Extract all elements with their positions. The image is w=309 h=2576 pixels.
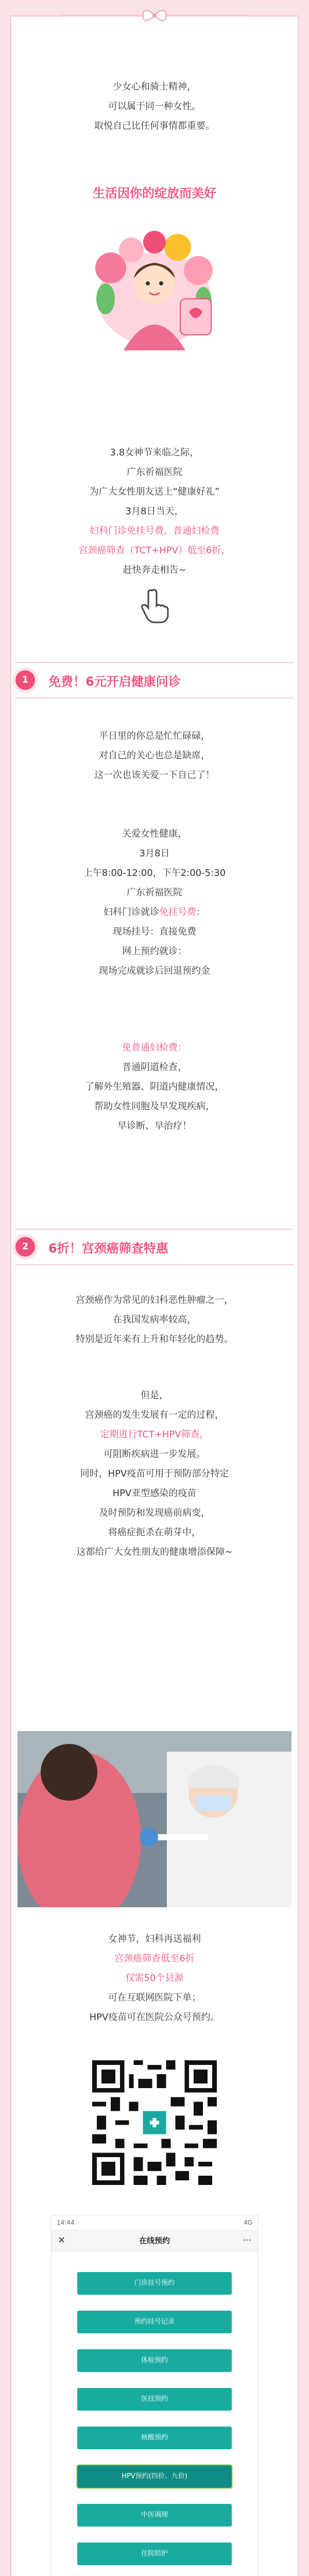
- text-line: 帮助女性同胞及早发现疾病，: [94, 1101, 215, 1112]
- announce-line: 广东祈福医院: [127, 467, 182, 478]
- checkup-button[interactable]: 体检预约: [77, 2349, 232, 2372]
- section-divider: [15, 1264, 294, 1265]
- text-line: 3月8日: [139, 848, 170, 859]
- section-divider: [15, 1229, 294, 1230]
- section-number: 2: [15, 1237, 35, 1257]
- text-line: 这一次也该关爱一下自己了！: [94, 770, 215, 781]
- appointment-records-button[interactable]: 预约挂号记录: [77, 2311, 232, 2333]
- intro-line: 可以属于同一种女性。: [108, 101, 201, 112]
- intro-line: 取悦自己比任何事情都重要。: [94, 121, 215, 131]
- status-time: 14:44: [57, 2219, 75, 2226]
- text-line: 对自己的关心也总是缺席，: [99, 750, 210, 761]
- text-line: 宫颈癌的发生发展有一定的过程，: [85, 1410, 224, 1420]
- text-line: 可阻断疾病进一步发展。: [104, 1449, 205, 1460]
- announce-block: [10, 443, 299, 580]
- section-divider: [15, 662, 294, 663]
- text-line: 特别是近年来有上升和年轻化的趋势。: [76, 1334, 233, 1345]
- text-line: 广东祈福医院: [127, 887, 182, 898]
- text-line: 将癌症扼杀在萌芽中，: [108, 1527, 201, 1538]
- text-line: 同时，HPV疫苗可用于预防部分特定: [80, 1468, 229, 1479]
- section1-schedule: [10, 824, 299, 981]
- intro-line: 少女心和骑士精神，: [113, 81, 196, 92]
- text-line: 网上预约就诊：: [122, 946, 187, 957]
- text-line: 但是，: [141, 1390, 168, 1401]
- pointing-hand-icon: [138, 587, 171, 623]
- announce-highlight: 妇科门诊免挂号费，普通妇检费: [90, 526, 219, 536]
- qr-code-icon[interactable]: [88, 2056, 221, 2190]
- text-line: 现场挂号：直接免费: [113, 926, 196, 937]
- medtech-button[interactable]: 医技预约: [77, 2388, 232, 2411]
- slogan: 生活因你的绽放而美好: [93, 186, 216, 200]
- section-title: 免费！6元开启健康问诊: [48, 674, 181, 689]
- fee-prefix: 妇科门诊就诊: [104, 907, 159, 918]
- promo-block: [10, 1929, 299, 2027]
- text-line: 普通阴道检查，: [122, 1062, 187, 1073]
- section1-exam: [10, 1038, 299, 1136]
- tcm-button[interactable]: 中医调理: [77, 2504, 232, 2527]
- text-line-highlight: 定期进行TCT+HPV筛查，: [100, 1429, 209, 1440]
- nucleic-button[interactable]: 核酸预约: [77, 2427, 232, 2449]
- text-line: 上午8:00-12:00，下午2:00-5:30: [83, 868, 226, 878]
- close-icon[interactable]: ✕: [58, 2235, 66, 2246]
- text-line: 了解外生殖器、阴道内健康情况，: [85, 1081, 224, 1092]
- status-signal: 4G: [244, 2219, 252, 2226]
- text-line: 宫颈癌作为常见的妇科恶性肿瘤之一，: [76, 1295, 233, 1306]
- text-line: 关爱女性健康，: [122, 828, 187, 839]
- escort-button[interactable]: 住院陪护: [77, 2543, 232, 2565]
- announce-line: 3.8女神节来临之际，: [110, 447, 199, 458]
- announce-line: 3月8日当天，: [125, 506, 184, 517]
- appointment-button[interactable]: 门诊挂号预约: [77, 2272, 232, 2295]
- section2-body: [10, 1386, 299, 1562]
- text-line: 在我国发病率较高，: [113, 1314, 196, 1325]
- text-line: HPV疫苗可在医院公众号预约。: [89, 2012, 220, 2023]
- fee-highlight: 免挂号费: [159, 907, 196, 918]
- text-line: 现场完成就诊后回退预约金: [99, 965, 210, 976]
- section1-intro: [10, 726, 299, 785]
- announce-tail: 赶快奔走相告~: [123, 565, 186, 575]
- status-bar: [52, 2215, 258, 2230]
- section-title: 6折！宫颈癌筛查特惠: [48, 1241, 168, 1256]
- text-line: 平日里的你总是忙忙碌碌，: [99, 731, 210, 741]
- text-line-highlight: 仅需50个县源: [125, 1973, 184, 1984]
- intro-block: [10, 77, 299, 136]
- section-header-2: [15, 1229, 294, 1265]
- announce-highlight: 宫颈癌筛查（TCT+HPV）低至6折，: [78, 545, 231, 556]
- nav-bar: [52, 2230, 258, 2251]
- section-header-1: [15, 662, 294, 698]
- text-line: 这都给广大女性朋友的健康增添保障~: [76, 1547, 233, 1557]
- more-icon[interactable]: ···: [242, 2235, 251, 2246]
- bow-icon: [139, 6, 170, 25]
- section-divider: [15, 698, 294, 699]
- text-line: 及时预防和发现癌前病变，: [99, 1507, 210, 1518]
- exam-title: 免普通妇检费：: [122, 1042, 187, 1053]
- section2-intro: [10, 1291, 299, 1349]
- fee-line: [10, 903, 299, 922]
- text-line: HPV亚型感染的疫苗: [112, 1488, 197, 1499]
- fee-suffix: ：: [196, 907, 205, 918]
- vaccination-photo: [18, 1731, 291, 1907]
- text-line-highlight: 宫颈癌筛查低至6折: [114, 1953, 195, 1964]
- text-line: 女神节，妇科再送福利: [108, 1934, 201, 1944]
- hpv-button[interactable]: HPV预约(四价、九价): [77, 2465, 232, 2488]
- text-line: 早诊断、早治疗！: [117, 1121, 192, 1131]
- phone-screenshot: [52, 2215, 258, 2576]
- announce-line: 为广大女性朋友送上“健康好礼”: [89, 486, 220, 497]
- nav-title: 在线预约: [139, 2236, 170, 2245]
- text-line: 可在互联网医院下单；: [108, 1992, 201, 2003]
- flower-girl-illustration: [75, 222, 234, 355]
- section-number: 1: [15, 670, 35, 690]
